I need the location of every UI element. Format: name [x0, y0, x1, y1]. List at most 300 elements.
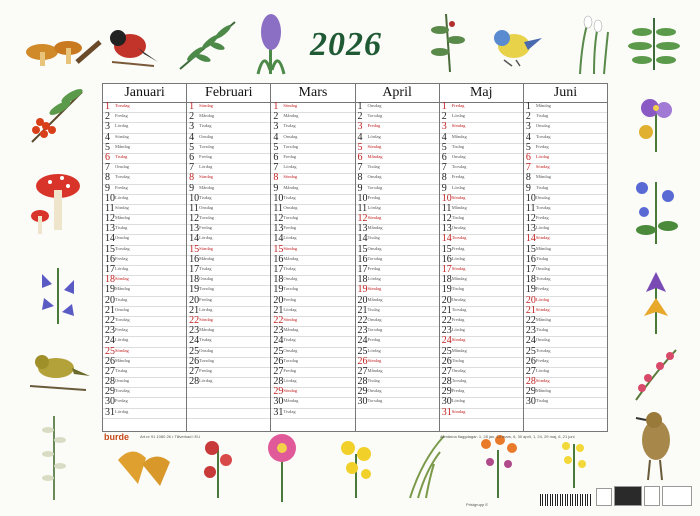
day-number: 16 [105, 253, 115, 265]
day-row [103, 327, 186, 337]
lily-icon [628, 262, 684, 336]
weekday-name: Lördag [451, 327, 465, 333]
day-number: 15 [273, 243, 284, 255]
day-row [271, 113, 354, 123]
weekday-name: Tisdag [115, 367, 128, 373]
weekday-name: Onsdag [367, 103, 382, 108]
weekday-name: Onsdag [115, 378, 130, 384]
day-row [187, 164, 270, 174]
day-row [440, 174, 523, 184]
weekday-name: Måndag [451, 276, 467, 282]
day-number: 26 [189, 355, 200, 367]
day-number: 5 [189, 141, 195, 153]
day-row [271, 182, 354, 195]
day-row [103, 113, 186, 123]
day-number: 18 [189, 274, 200, 286]
day-row [524, 192, 607, 205]
weekday-name: Tisdag [535, 398, 549, 404]
day-row [524, 235, 607, 245]
day-row [271, 388, 354, 398]
day-number: 5 [525, 141, 531, 153]
weekday-name: Fredag [451, 103, 465, 108]
day-number: 7 [189, 162, 195, 174]
weekday-name: Torsdag [199, 357, 214, 363]
day-number: 8 [357, 172, 363, 184]
weekday-name: Torsdag [115, 174, 130, 180]
day-number: 21 [105, 304, 115, 316]
day-row [440, 225, 523, 235]
day-row [356, 131, 439, 144]
empty-row [187, 398, 270, 408]
day-number: 10 [273, 192, 284, 204]
weekday-name: Lördag [115, 337, 129, 343]
day-row [356, 294, 439, 307]
day-number: 16 [525, 253, 536, 265]
day-row [103, 131, 186, 144]
day-row [187, 235, 270, 245]
weekday-name: Onsdag [367, 316, 382, 322]
weekday-name: Måndag [283, 327, 299, 333]
weekday-name: Fredag [199, 367, 212, 373]
day-number: 9 [357, 182, 363, 194]
day-number: 5 [105, 141, 110, 153]
day-number: 15 [189, 243, 200, 255]
weekday-name: Lördag [451, 255, 465, 261]
month-column-januari [103, 84, 186, 431]
day-row [271, 151, 354, 164]
month-header: April [356, 84, 439, 103]
grass-icon [404, 430, 448, 500]
day-number: 15 [105, 243, 115, 255]
weekday-name: Måndag [115, 357, 131, 363]
day-number: 14 [105, 233, 115, 245]
bird-icon [104, 18, 162, 70]
weekday-name: Onsdag [367, 174, 382, 180]
weekday-name: Tisdag [535, 184, 549, 190]
day-number: 21 [189, 304, 200, 316]
day-number: 1 [189, 101, 195, 112]
day-number: 13 [357, 223, 368, 235]
warbler-icon [22, 346, 92, 396]
weekday-name: Onsdag [367, 388, 382, 394]
weekday-name: Söndag [115, 204, 129, 210]
brand-logo: burde [104, 432, 130, 442]
weekday-name: Fredag [199, 296, 212, 302]
weekday-name: Torsdag [451, 235, 467, 241]
day-number: 2 [441, 111, 447, 123]
day-number: 9 [189, 182, 195, 194]
day-number: 2 [189, 111, 195, 123]
day-row [187, 337, 270, 347]
day-row [440, 215, 523, 225]
day-number: 28 [357, 376, 368, 388]
weekday-name: Måndag [199, 255, 215, 261]
day-number: 12 [357, 213, 368, 225]
day-row [103, 398, 186, 408]
day-row [103, 174, 186, 184]
day-row [271, 345, 354, 358]
weekday-name: Måndag [367, 296, 383, 302]
day-row [271, 365, 354, 378]
day-row [356, 141, 439, 154]
day-row [187, 314, 270, 327]
weekday-name: Måndag [367, 367, 383, 373]
weekday-name: Onsdag [535, 123, 550, 129]
weekday-name: Lördag [283, 235, 297, 241]
day-row [271, 398, 354, 408]
weekday-name: Söndag [367, 143, 382, 149]
day-number: 17 [525, 264, 536, 275]
day-row [356, 113, 439, 123]
day-number: 7 [105, 162, 110, 174]
day-number: 11 [441, 202, 452, 214]
day-row [440, 253, 523, 266]
day-row [187, 202, 270, 215]
day-row [524, 113, 607, 123]
day-row [271, 314, 354, 327]
weekday-name: Måndag [535, 316, 551, 322]
day-row [187, 355, 270, 368]
weekday-name: Lördag [283, 306, 297, 312]
day-row [440, 406, 523, 419]
day-number: 9 [441, 182, 447, 194]
day-row [187, 345, 270, 358]
day-row [440, 365, 523, 378]
day-row [103, 276, 186, 286]
day-number: 27 [525, 365, 536, 377]
day-number: 4 [273, 131, 279, 143]
weekday-name: Torsdag [535, 133, 551, 139]
weekday-name: Måndag [535, 388, 551, 394]
day-number: 24 [525, 335, 536, 347]
day-row [271, 253, 354, 266]
day-row [356, 192, 439, 205]
pansy-icon [628, 88, 684, 154]
day-row [524, 276, 607, 286]
flag-days-note: Allmänna flaggdagar: 1, 28 jan, 12 mars, 6, 30 april, 1, 24, 29 maj, 6, 21 juni [440, 434, 575, 439]
day-row [524, 365, 607, 378]
day-row [187, 215, 270, 225]
day-number: 26 [525, 355, 536, 367]
day-row [187, 131, 270, 144]
article-number: Art.nr 91 1080 26 • Tillverkad i EU [140, 434, 201, 439]
weekday-name: Tisdag [115, 153, 128, 159]
day-number: 20 [189, 294, 200, 306]
day-list [440, 103, 523, 431]
weekday-name: Lördag [367, 347, 381, 353]
day-number: 2 [273, 111, 279, 123]
day-row [271, 406, 354, 419]
day-number: 31 [105, 406, 115, 418]
toadstool-icon [28, 166, 88, 242]
day-row [356, 388, 439, 398]
day-row [187, 225, 270, 235]
day-number: 20 [441, 294, 452, 306]
weekday-name: Måndag [115, 215, 131, 221]
weekday-name: Måndag [451, 204, 467, 210]
day-row [103, 151, 186, 164]
weekday-name: Måndag [115, 286, 131, 292]
weekday-name: Lördag [451, 113, 465, 119]
day-row [524, 243, 607, 256]
weekday-name: Tisdag [283, 266, 296, 271]
weekday-name: Lördag [115, 408, 129, 414]
day-number: 16 [357, 253, 368, 265]
bellflower-icon [28, 260, 88, 326]
weekday-name: Lördag [367, 276, 381, 282]
day-row [356, 103, 439, 113]
day-number: 14 [525, 233, 536, 245]
day-number: 25 [525, 345, 536, 357]
day-row [524, 253, 607, 266]
month-header: Mars [271, 84, 354, 103]
day-row [187, 253, 270, 266]
weekday-name: Torsdag [367, 327, 383, 333]
day-number: 22 [105, 314, 115, 326]
day-number: 8 [189, 172, 195, 184]
weekday-name: Fredag [199, 153, 212, 159]
day-row [440, 388, 523, 398]
day-list [524, 103, 607, 431]
day-number: 21 [273, 304, 284, 316]
weekday-name: Lördag [199, 306, 213, 312]
day-number: 12 [189, 213, 200, 225]
day-number: 27 [105, 365, 115, 377]
weekday-name: Lördag [199, 164, 213, 170]
weekday-name: Söndag [451, 123, 466, 129]
day-number: 24 [357, 335, 368, 347]
day-row [103, 286, 186, 296]
day-number: 19 [525, 284, 536, 296]
day-number: 9 [525, 182, 531, 194]
day-row [356, 314, 439, 327]
day-row [524, 202, 607, 215]
day-row [103, 378, 186, 388]
day-row [524, 164, 607, 174]
day-row [524, 355, 607, 368]
weekday-name: Måndag [283, 184, 299, 190]
day-number: 1 [525, 101, 531, 112]
day-number: 31 [273, 406, 284, 418]
fern-icon [624, 12, 684, 72]
day-row [440, 345, 523, 358]
weekday-name: Fredag [535, 357, 549, 363]
day-number: 3 [273, 121, 279, 133]
weekday-name: Lördag [115, 194, 129, 200]
weekday-name: Lördag [535, 296, 550, 302]
weekday-name: Tisdag [115, 225, 128, 231]
day-number: 28 [441, 376, 452, 388]
weekday-name: Söndag [283, 174, 298, 180]
day-number: 19 [273, 284, 284, 296]
day-number: 23 [441, 325, 452, 337]
weekday-name: Söndag [535, 378, 550, 384]
day-row [356, 337, 439, 347]
weekday-name: Tisdag [283, 408, 296, 414]
weekday-name: Tisdag [115, 296, 128, 302]
weekday-name: Fredag [451, 245, 465, 251]
weekday-name: Måndag [283, 113, 299, 119]
weekday-name: Lördag [451, 184, 465, 190]
day-number: 6 [441, 151, 447, 163]
day-row [356, 235, 439, 245]
weekday-name: Lördag [367, 204, 381, 210]
day-number: 2 [357, 111, 363, 123]
day-number: 17 [357, 264, 368, 275]
weekday-name: Torsdag [535, 276, 551, 282]
weekday-name: Måndag [199, 113, 215, 119]
day-number: 25 [105, 345, 115, 357]
weekday-name: Tisdag [535, 327, 549, 333]
weekday-name: Tisdag [451, 357, 465, 363]
weekday-name: Torsdag [283, 215, 299, 221]
day-number: 22 [525, 314, 536, 326]
day-number: 17 [273, 264, 284, 275]
weekday-name: Måndag [199, 184, 215, 190]
day-row [356, 253, 439, 266]
day-number: 28 [525, 376, 536, 388]
day-row [440, 131, 523, 144]
barcode [540, 494, 592, 506]
day-number: 16 [273, 253, 284, 265]
day-number: 4 [189, 131, 195, 143]
day-number: 21 [525, 304, 536, 316]
weekday-name: Tisdag [367, 164, 380, 170]
day-row [440, 276, 523, 286]
day-row [271, 164, 354, 174]
weekday-name: Onsdag [283, 347, 298, 353]
month-header: Januari [103, 84, 186, 103]
day-row [440, 314, 523, 327]
day-number: 1 [441, 101, 447, 112]
recycle-badge [596, 488, 612, 506]
day-row [524, 266, 607, 276]
day-number: 3 [357, 121, 363, 133]
day-row [103, 304, 186, 317]
weekday-name: Tisdag [199, 337, 212, 343]
weekday-name: Fredag [199, 225, 212, 231]
weekday-name: Lördag [283, 164, 297, 170]
day-row [271, 141, 354, 154]
page-title: 2026 [310, 26, 382, 63]
day-number: 8 [441, 172, 447, 184]
weekday-name: Fredag [115, 184, 128, 190]
day-row [440, 294, 523, 307]
aster-icon [262, 430, 302, 504]
day-number: 20 [525, 294, 536, 306]
day-number: 24 [441, 335, 452, 347]
weekday-name: Söndag [115, 133, 129, 139]
weekday-name: Måndag [283, 398, 299, 404]
day-number: 26 [273, 355, 284, 367]
day-number: 7 [357, 162, 363, 174]
weekday-name: Onsdag [199, 133, 214, 139]
weekday-name: Söndag [535, 306, 550, 312]
weekday-name: Fredag [283, 296, 297, 302]
day-number: 3 [105, 121, 110, 133]
weekday-name: Söndag [199, 245, 213, 251]
day-row [271, 276, 354, 286]
day-number: 17 [189, 264, 200, 275]
day-number: 4 [441, 131, 447, 143]
day-list [103, 103, 186, 431]
day-number: 26 [357, 355, 368, 367]
day-number: 23 [105, 325, 115, 337]
day-row [524, 286, 607, 296]
day-row [440, 123, 523, 133]
day-number: 29 [273, 386, 284, 398]
weekday-name: Tisdag [535, 255, 549, 261]
day-number: 25 [441, 345, 452, 357]
day-row [271, 355, 354, 368]
weekday-name: Lördag [535, 153, 550, 159]
day-number: 30 [105, 396, 115, 408]
day-number: 13 [105, 223, 115, 235]
day-row [103, 314, 186, 327]
day-row [103, 103, 186, 113]
day-number: 11 [357, 202, 368, 214]
day-row [271, 235, 354, 245]
weekday-name: Onsdag [115, 164, 130, 170]
weekday-name: Söndag [535, 235, 550, 241]
weekday-name: Fredag [367, 337, 381, 343]
day-number: 29 [441, 386, 452, 398]
weekday-name: Lördag [199, 235, 213, 241]
day-number: 12 [105, 213, 115, 225]
day-row [524, 294, 607, 307]
day-row [356, 266, 439, 276]
weekday-name: Måndag [367, 153, 383, 159]
day-number: 19 [441, 284, 452, 296]
weekday-name: Måndag [115, 143, 131, 149]
day-row [440, 243, 523, 256]
day-row [103, 243, 186, 256]
weekday-name: Söndag [451, 266, 466, 271]
holly-icon [426, 10, 472, 74]
day-row [440, 192, 523, 205]
weekday-name: Lördag [115, 266, 129, 271]
weekday-name: Torsdag [535, 204, 551, 210]
weekday-name: Fredag [367, 266, 381, 271]
weekday-name: Torsdag [283, 143, 299, 149]
weekday-name: Onsdag [199, 204, 214, 210]
weekday-name: Fredag [115, 327, 128, 333]
day-row [271, 378, 354, 388]
day-number: 15 [357, 243, 368, 255]
day-number: 18 [105, 274, 115, 286]
day-number: 2 [525, 111, 531, 123]
day-number: 30 [357, 396, 368, 408]
weekday-name: Onsdag [451, 296, 466, 302]
day-number: 10 [525, 192, 536, 204]
day-number: 14 [441, 233, 452, 245]
day-number: 22 [189, 314, 200, 326]
day-number: 1 [105, 101, 110, 112]
day-number: 29 [357, 386, 368, 398]
day-row [440, 304, 523, 317]
day-number: 6 [357, 151, 363, 163]
day-number: 22 [273, 314, 284, 326]
day-number: 3 [441, 121, 447, 133]
weekday-name: Måndag [199, 327, 215, 333]
day-number: 23 [273, 325, 284, 337]
day-number: 20 [105, 294, 115, 306]
day-list [187, 103, 270, 431]
day-row [440, 327, 523, 337]
day-row [271, 215, 354, 225]
day-row [524, 123, 607, 133]
day-row [271, 266, 354, 276]
